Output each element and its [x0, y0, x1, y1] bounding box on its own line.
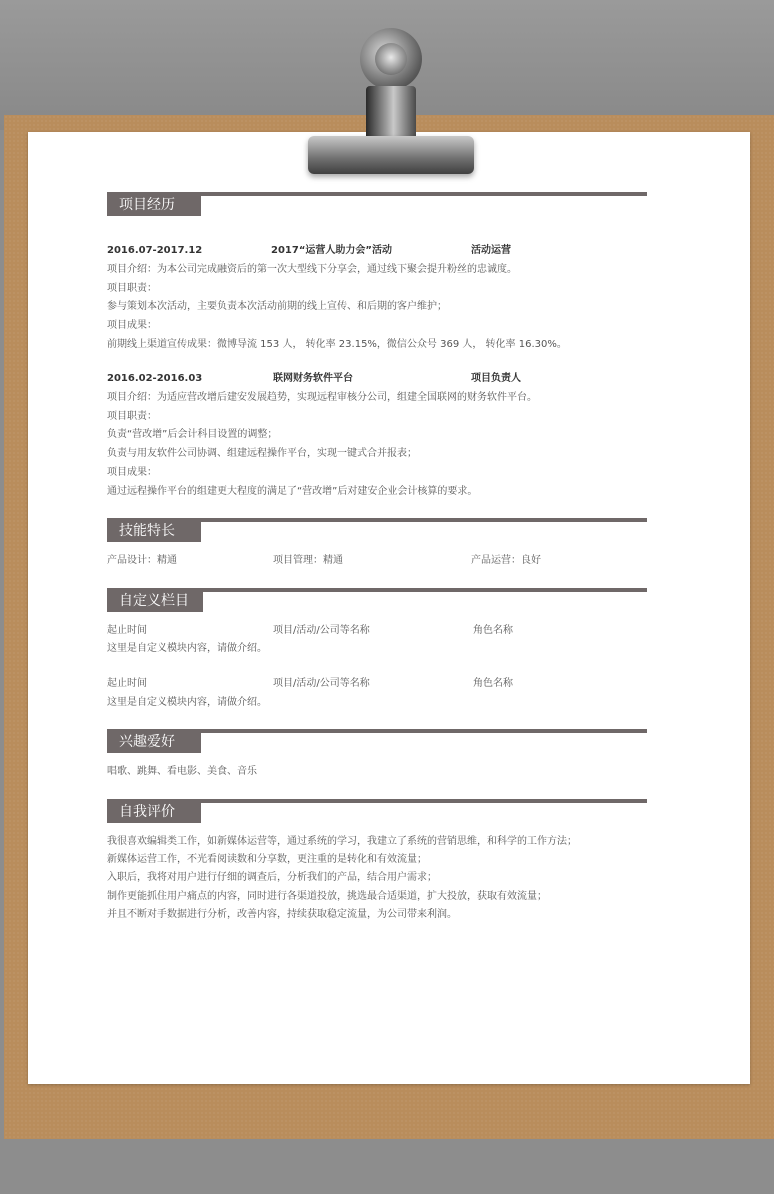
- custom-role: 角色名称: [473, 678, 513, 689]
- project-line: 项目成果：: [107, 320, 157, 331]
- custom-name: 项目/活动/公司等名称: [273, 625, 370, 636]
- section-title: 自定义栏目: [107, 590, 203, 612]
- section-title: 兴趣爱好: [107, 731, 201, 753]
- section-title: 自我评价: [107, 801, 201, 823]
- project-date: 2016.02-2016.03: [107, 373, 203, 384]
- project-line: 负责与用友软件公司协调、组建远程操作平台，实现一键式合并报表；: [107, 448, 417, 459]
- project-line: 通过远程操作平台的组建更大程度的满足了“营改增”后对建安企业会计核算的要求。: [107, 486, 478, 497]
- project-name: 联网财务软件平台: [273, 373, 353, 384]
- self-eval-line: 并且不断对手数据进行分析，改善内容，持续获取稳定流量，为公司带来利润。: [107, 909, 457, 920]
- section-header-self-eval: [107, 799, 647, 823]
- project-line: 前期线上渠道宣传成果：微博导流 153 人， 转化率 23.15%，微信公众号 369 人， 转化率 16.30%。: [107, 339, 567, 350]
- section-title: 技能特长: [107, 520, 201, 542]
- skill-item: 产品运营：良好: [471, 555, 541, 566]
- project-line: 参与策划本次活动，主要负责本次活动前期的线上宣传、和后期的客户维护；: [107, 301, 447, 312]
- self-eval-line: 制作更能抓住用户痛点的内容，同时进行各渠道投放，挑选最合适渠道，扩大投放，获取有效流量；: [107, 891, 547, 902]
- project-name: 2017“运营人助力会”活动: [271, 245, 392, 256]
- self-eval-line: 入职后，我将对用户进行仔细的调查后，分析我们的产品，结合用户需求；: [107, 872, 437, 883]
- section-header-custom: [107, 588, 647, 612]
- project-line: 项目职责：: [107, 283, 157, 294]
- custom-desc: 这里是自定义模块内容，请做介绍。: [107, 697, 267, 708]
- custom-time: 起止时间: [107, 678, 147, 689]
- custom-role: 角色名称: [473, 625, 513, 636]
- binder-clip-icon: [300, 28, 480, 178]
- custom-time: 起止时间: [107, 625, 147, 636]
- project-line: 项目成果：: [107, 467, 157, 478]
- project-line: 项目介绍：为适应营改增后建安发展趋势，实现远程审核分公司，组建全国联网的财务软件平台。: [107, 392, 537, 403]
- project-role: 活动运营: [471, 245, 511, 256]
- project-line: 项目职责：: [107, 411, 157, 422]
- custom-desc: 这里是自定义模块内容，请做介绍。: [107, 643, 267, 654]
- project-line: 负责“营改增”后会计科目设置的调整；: [107, 429, 278, 440]
- hobbies-text: 唱歌、跳舞、看电影、美食、音乐: [107, 766, 257, 777]
- skill-item: 产品设计：精通: [107, 555, 177, 566]
- self-eval-line: 新媒体运营工作，不光看阅读数和分享数，更注重的是转化和有效流量；: [107, 854, 427, 865]
- section-header-projects: [107, 192, 647, 216]
- project-date: 2016.07-2017.12: [107, 245, 203, 256]
- section-header-skills: [107, 518, 647, 542]
- project-role: 项目负责人: [471, 373, 521, 384]
- section-header-hobbies: [107, 729, 647, 753]
- skill-item: 项目管理：精通: [273, 555, 343, 566]
- section-title: 项目经历: [107, 194, 201, 216]
- custom-name: 项目/活动/公司等名称: [273, 678, 370, 689]
- project-line: 项目介绍：为本公司完成融资后的第一次大型线下分享会，通过线下聚会提升粉丝的忠诚度。: [107, 264, 517, 275]
- self-eval-line: 我很喜欢编辑类工作，如新媒体运营等，通过系统的学习，我建立了系统的营销思维，和科学的工作方法；: [107, 836, 577, 847]
